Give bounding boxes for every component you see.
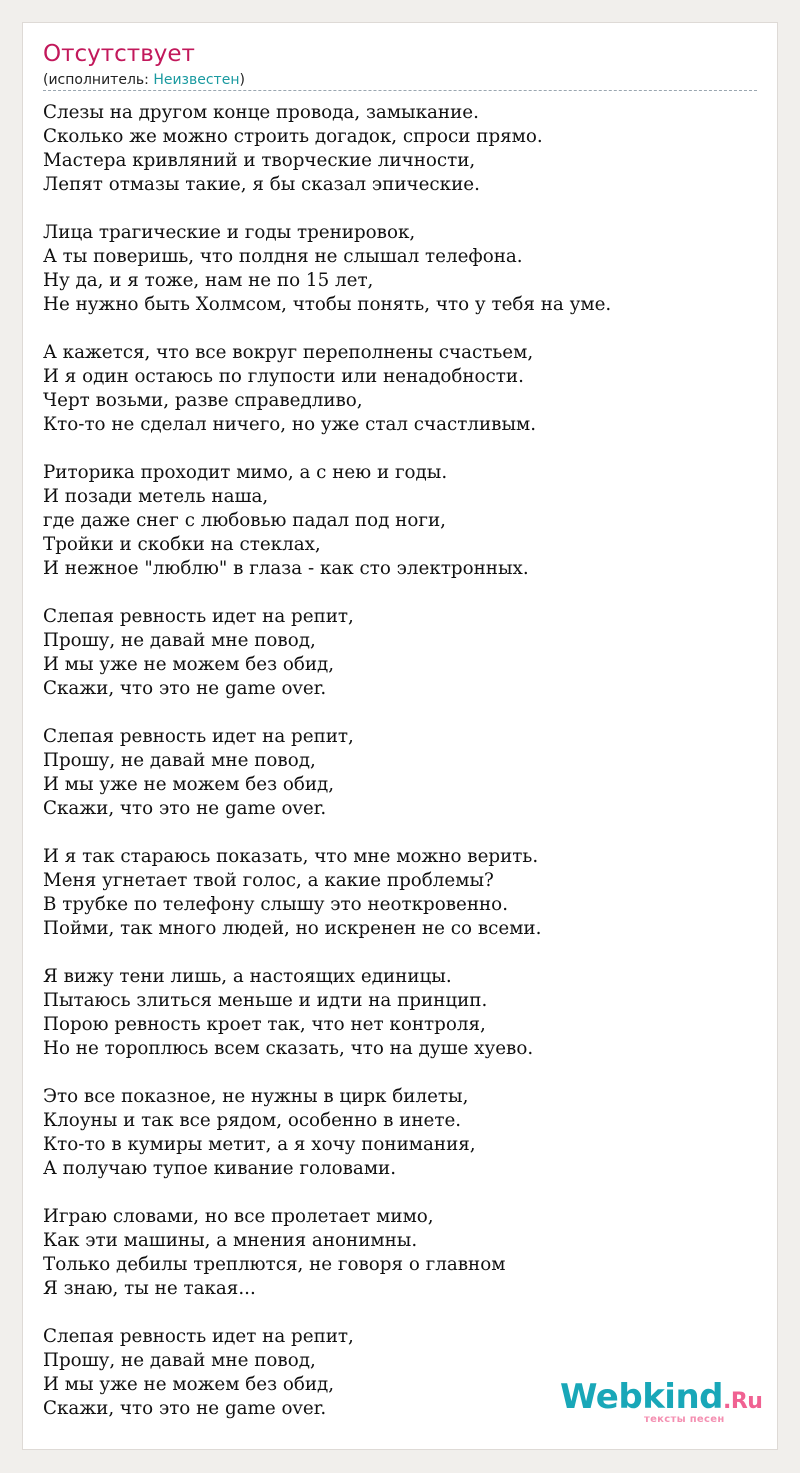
song-title: Отсутствует (43, 41, 195, 67)
logo-tld: .Ru (723, 1389, 763, 1414)
lyrics-line: А получаю тупое кивание головами. (43, 1158, 397, 1179)
lyrics-line: Слепая ревность идет на репит, (43, 726, 354, 747)
lyrics-line: И я один остаюсь по глупости или ненадобности. (43, 366, 524, 387)
lyrics-line: Мастера кривляний и творческие личности, (43, 150, 476, 171)
lyrics-line: Риторика проходит мимо, а с нею и годы. (43, 462, 448, 483)
logo-main-text: Webkind (560, 1377, 723, 1417)
lyrics-stanza (43, 1085, 759, 1181)
lyrics-line: Сколько же можно строить догадок, спроси прямо. (43, 126, 543, 147)
title-divider (43, 90, 757, 91)
lyrics-line: Играю словами, но все пролетает мимо, (43, 1206, 434, 1227)
lyrics-line: Скажи, что это не game over. (43, 678, 327, 699)
lyrics-line: Я знаю, ты не такая... (43, 1278, 256, 1299)
lyrics-stanza (43, 965, 759, 1061)
logo-tagline: тексты песен (644, 1414, 725, 1425)
lyrics-line: И мы уже не можем без обид, (43, 774, 335, 795)
lyrics-line: Порою ревность кроет так, что нет контроля, (43, 1014, 486, 1035)
lyrics-line: И позади метель наша, (43, 486, 269, 507)
lyrics-line: И мы уже не можем без обид, (43, 654, 335, 675)
lyrics-line: Я вижу тени лишь, а настоящих единицы. (43, 966, 452, 987)
lyrics-stanza (43, 461, 759, 581)
performer-prefix: (исполнитель: (43, 72, 154, 88)
lyrics-stanza (43, 1205, 759, 1301)
lyrics-line: Клоуны и так все рядом, особенно в инете. (43, 1110, 462, 1131)
lyrics-line: Слепая ревность идет на репит, (43, 1326, 354, 1347)
webkind-logo[interactable] (560, 1377, 763, 1425)
lyrics-stanza (43, 845, 759, 941)
lyrics-line: Прошу, не давай мне повод, (43, 1350, 316, 1371)
lyrics-stanza (43, 101, 759, 197)
lyrics-line: В трубке по телефону слышу это неоткровенно. (43, 894, 509, 915)
lyrics-line: Лепят отмазы такие, я бы сказал эпические. (43, 174, 480, 195)
lyrics-line: Прошу, не давай мне повод, (43, 750, 316, 771)
lyrics-line: Пытаюсь злиться меньше и идти на принцип. (43, 990, 488, 1011)
lyrics-line: И мы уже не можем без обид, (43, 1374, 335, 1395)
lyrics-line: А ты поверишь, что полдня не слышал телефона. (43, 246, 523, 267)
lyrics-line: Не нужно быть Холмсом, чтобы понять, что у тебя на уме. (43, 294, 612, 315)
lyrics-stanza (43, 341, 759, 437)
lyrics-text (43, 101, 759, 1421)
lyrics-stanza (43, 725, 759, 821)
lyrics-stanza (43, 221, 759, 317)
lyrics-line: где даже снег с любовью падал под ноги, (43, 510, 446, 531)
lyrics-stanza (43, 605, 759, 701)
lyrics-line: А кажется, что все вокруг переполнены счастьем, (43, 342, 534, 363)
lyrics-line: Слезы на другом конце провода, замыкание. (43, 102, 479, 123)
performer-suffix: ) (239, 72, 245, 88)
lyrics-line: Скажи, что это не game over. (43, 1398, 327, 1419)
logo-wordmark (560, 1377, 763, 1417)
performer-link[interactable]: Неизвестен (153, 72, 240, 88)
lyrics-line: Только дебилы треплются, не говоря о главном (43, 1254, 506, 1275)
performer-line (43, 72, 245, 88)
lyrics-line: И я так стараюсь показать, что мне можно верить. (43, 846, 539, 867)
lyrics-card (22, 22, 778, 1450)
lyrics-line: Как эти машины, а мнения анонимны. (43, 1230, 418, 1251)
lyrics-line: Тройки и скобки на стеклах, (43, 534, 321, 555)
lyrics-line: И нежное "люблю" в глаза - как сто электронных. (43, 558, 529, 579)
lyrics-line: Скажи, что это не game over. (43, 798, 327, 819)
lyrics-line: Кто-то не сделал ничего, но уже стал счастливым. (43, 414, 537, 435)
lyrics-line: Лица трагические и годы тренировок, (43, 222, 416, 243)
lyrics-line: Это все показное, не нужны в цирк билеты, (43, 1086, 469, 1107)
lyrics-line: Кто-то в кумиры метит, а я хочу понимания, (43, 1134, 476, 1155)
lyrics-line: Слепая ревность идет на репит, (43, 606, 354, 627)
lyrics-line: Меня угнетает твой голос, а какие проблемы? (43, 870, 494, 891)
lyrics-line: Черт возьми, разве справедливо, (43, 390, 363, 411)
lyrics-line: Прошу, не давай мне повод, (43, 630, 316, 651)
lyrics-line: Пойми, так много людей, но искренен не со всеми. (43, 918, 542, 939)
lyrics-line: Ну да, и я тоже, нам не по 15 лет, (43, 270, 374, 291)
lyrics-line: Но не тороплюсь всем сказать, что на душе хуево. (43, 1038, 534, 1059)
